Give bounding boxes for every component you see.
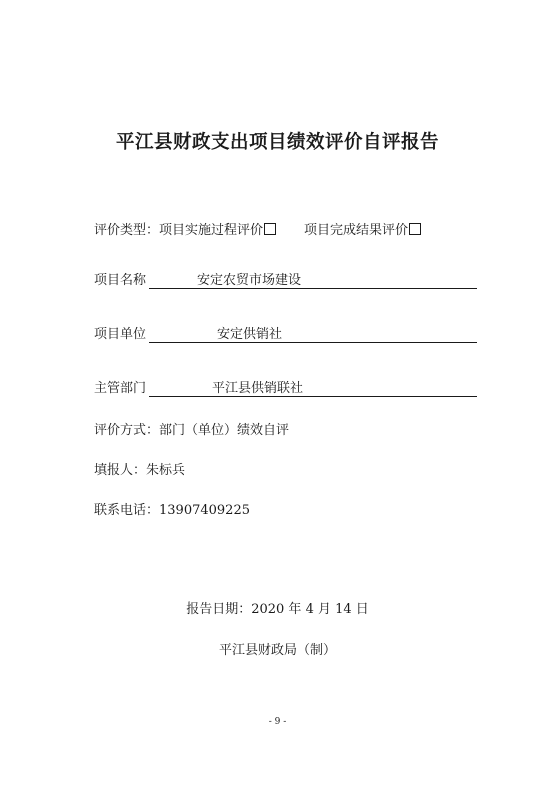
document-title: 平江县财政支出项目绩效评价自评报告 [115,132,439,153]
supervising-dept-label: 主管部门 [94,381,147,396]
project-unit-value: 安定供销社 [217,327,283,342]
project-unit-label: 项目单位 [94,327,147,342]
option-process-evaluation: 项目实施过程评价 [159,223,264,238]
contact-phone: 联系电话：13907409225 [94,503,250,518]
supervising-dept-field [149,381,477,397]
filler: 填报人：朱标兵 [94,463,186,478]
supervising-dept-value: 平江县供销联社 [212,381,304,396]
project-name-label: 项目名称 [94,273,147,288]
supervising-dept-row [94,381,477,397]
option-result-evaluation: 项目完成结果评价 [304,223,409,238]
report-date: 报告日期：2020 年 4 月 14 日 [186,602,369,617]
project-name-value: 安定农贸市场建设 [197,273,302,288]
evaluation-type-label: 评价类型： [94,223,160,238]
issuer: 平江县财政局（制） [218,643,336,658]
project-name-row [94,273,477,289]
evaluation-method: 评价方式：部门（单位）绩效自评 [94,423,290,438]
page-number: - 9 - [268,717,287,727]
project-unit-row [94,327,477,343]
process-evaluation-checkbox[interactable] [264,223,276,235]
evaluation-type-row [94,223,421,239]
project-unit-field [149,327,477,343]
result-evaluation-checkbox[interactable] [409,223,421,235]
